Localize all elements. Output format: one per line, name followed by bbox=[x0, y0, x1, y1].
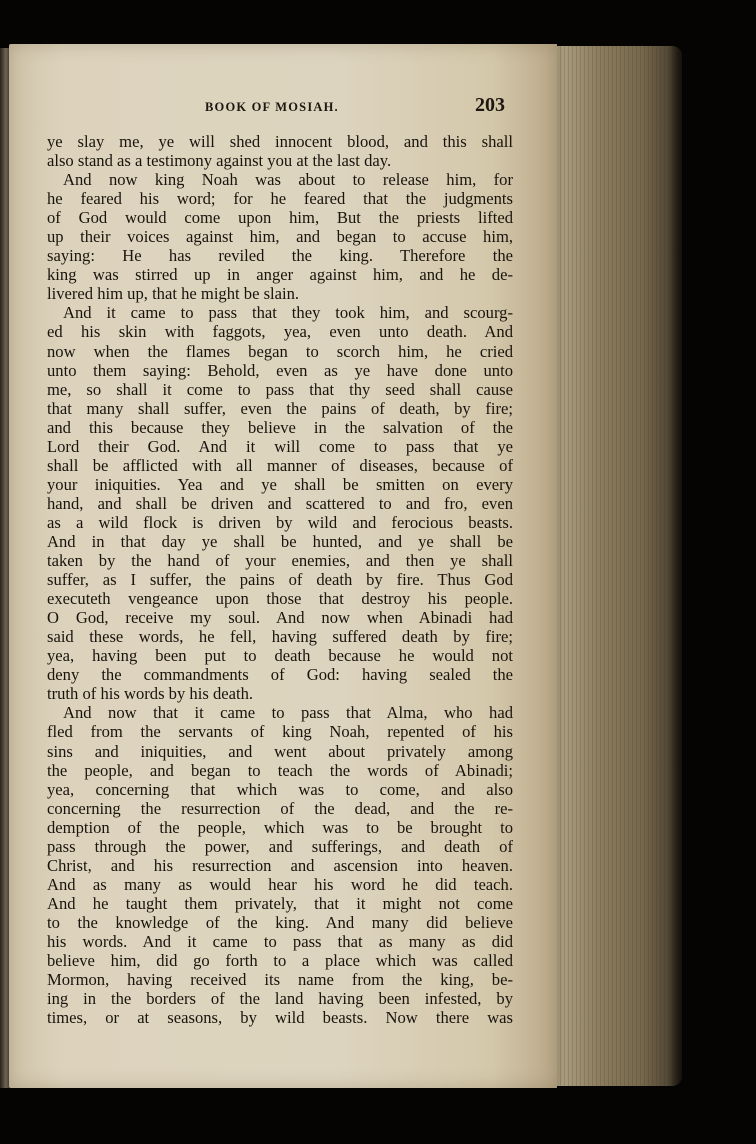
text-line: hand, and shall be driven and scattered to and fro, even bbox=[47, 493, 513, 513]
text-line: And it came to pass that they took him, and scourg- bbox=[63, 303, 513, 323]
text-line: of God would come upon him, But the priests lifted bbox=[47, 208, 513, 228]
text-line: me, so shall it come to pass that thy seed shall cause bbox=[47, 379, 513, 399]
text-line: And he taught them privately, that it might not come bbox=[47, 893, 513, 913]
text-line: suffer, as I suffer, the pains of death by fire. Thus God bbox=[47, 570, 513, 590]
text-line: as a wild flock is driven by wild and ferocious beasts. bbox=[47, 512, 513, 532]
text-line: deny the commandments of God: having sealed the bbox=[47, 665, 513, 685]
text-line: said these words, he fell, having suffered death by fire; bbox=[47, 627, 513, 647]
text-line: yea, having been put to death because he would not bbox=[47, 646, 513, 666]
running-head bbox=[9, 94, 557, 124]
running-head-title: BOOK OF MOSIAH. bbox=[205, 100, 339, 114]
text-line: and this because they believe in the salvation of the bbox=[47, 417, 513, 437]
text-body bbox=[47, 132, 513, 1027]
text-line: Lord their God. And it will come to pass that ye bbox=[47, 436, 513, 456]
text-line: And as many as would hear his word he did teach. bbox=[47, 874, 513, 894]
text-line: Christ, and his resurrection and ascension into heaven. bbox=[47, 855, 513, 875]
text-line: also stand as a testimony against you at the last day. bbox=[47, 151, 392, 171]
text-line: his words. And it came to pass that as many as did bbox=[47, 931, 513, 951]
text-line: sins and iniquities, and went about privately among bbox=[47, 741, 513, 761]
text-line: now when the flames began to scorch him, he cried bbox=[47, 341, 513, 361]
text-line: he feared his word; for he feared that the judgments bbox=[47, 189, 513, 209]
text-line: And now that it came to pass that Alma, who had bbox=[63, 703, 513, 723]
text-line: shall be afflicted with all manner of diseases, because of bbox=[47, 455, 513, 475]
text-line: times, or at seasons, by wild beasts. Now there was bbox=[47, 1008, 513, 1028]
text-line: believe him, did go forth to a place which was called bbox=[47, 951, 513, 971]
text-line: concerning the resurrection of the dead, and the re- bbox=[47, 798, 513, 818]
text-line: And now king Noah was about to release him, for bbox=[63, 170, 513, 190]
text-line: O God, receive my soul. And now when Abinadi had bbox=[47, 608, 513, 628]
text-line: And in that day ye shall be hunted, and ye shall be bbox=[47, 531, 513, 551]
text-line: ye slay me, ye will shed innocent blood, and this shall bbox=[47, 132, 513, 151]
book-page bbox=[9, 44, 557, 1088]
page-number: 203 bbox=[475, 94, 505, 116]
text-line: up their voices against him, and began to accuse him, bbox=[47, 227, 513, 247]
text-line: livered him up, that he might be slain. bbox=[47, 284, 300, 304]
text-line: ed his skin with faggots, yea, even unto death. And bbox=[47, 322, 513, 342]
text-line: king was stirred up in anger against him, and he de- bbox=[47, 265, 513, 285]
text-line: your iniquities. Yea and ye shall be smitten on every bbox=[47, 474, 513, 494]
text-line: that many shall suffer, even the pains of death, by fire; bbox=[47, 398, 513, 418]
text-line: yea, concerning that which was to come, and also bbox=[47, 779, 513, 799]
text-line: truth of his words by his death. bbox=[47, 684, 254, 704]
text-line: fled from the servants of king Noah, repented of his bbox=[47, 722, 513, 742]
page-edges-block bbox=[548, 46, 682, 1086]
text-line: taken by the hand of your enemies, and then ye shall bbox=[47, 551, 513, 571]
text-line: the people, and began to teach the words of Abinadi; bbox=[47, 760, 513, 780]
text-line: unto them saying: Behold, even as ye have done unto bbox=[47, 360, 513, 380]
text-line: to the knowledge of the king. And many did believe bbox=[47, 912, 513, 932]
text-line: saying: He has reviled the king. Therefore the bbox=[47, 246, 513, 266]
text-line: ing in the borders of the land having been infested, by bbox=[47, 989, 513, 1009]
text-line: demption of the people, which was to be brought to bbox=[47, 817, 513, 837]
text-line: pass through the power, and sufferings, and death of bbox=[47, 836, 513, 856]
text-line: executeth vengeance upon those that destroy his people. bbox=[47, 589, 513, 609]
text-line: Mormon, having received its name from the king, be- bbox=[47, 970, 513, 990]
